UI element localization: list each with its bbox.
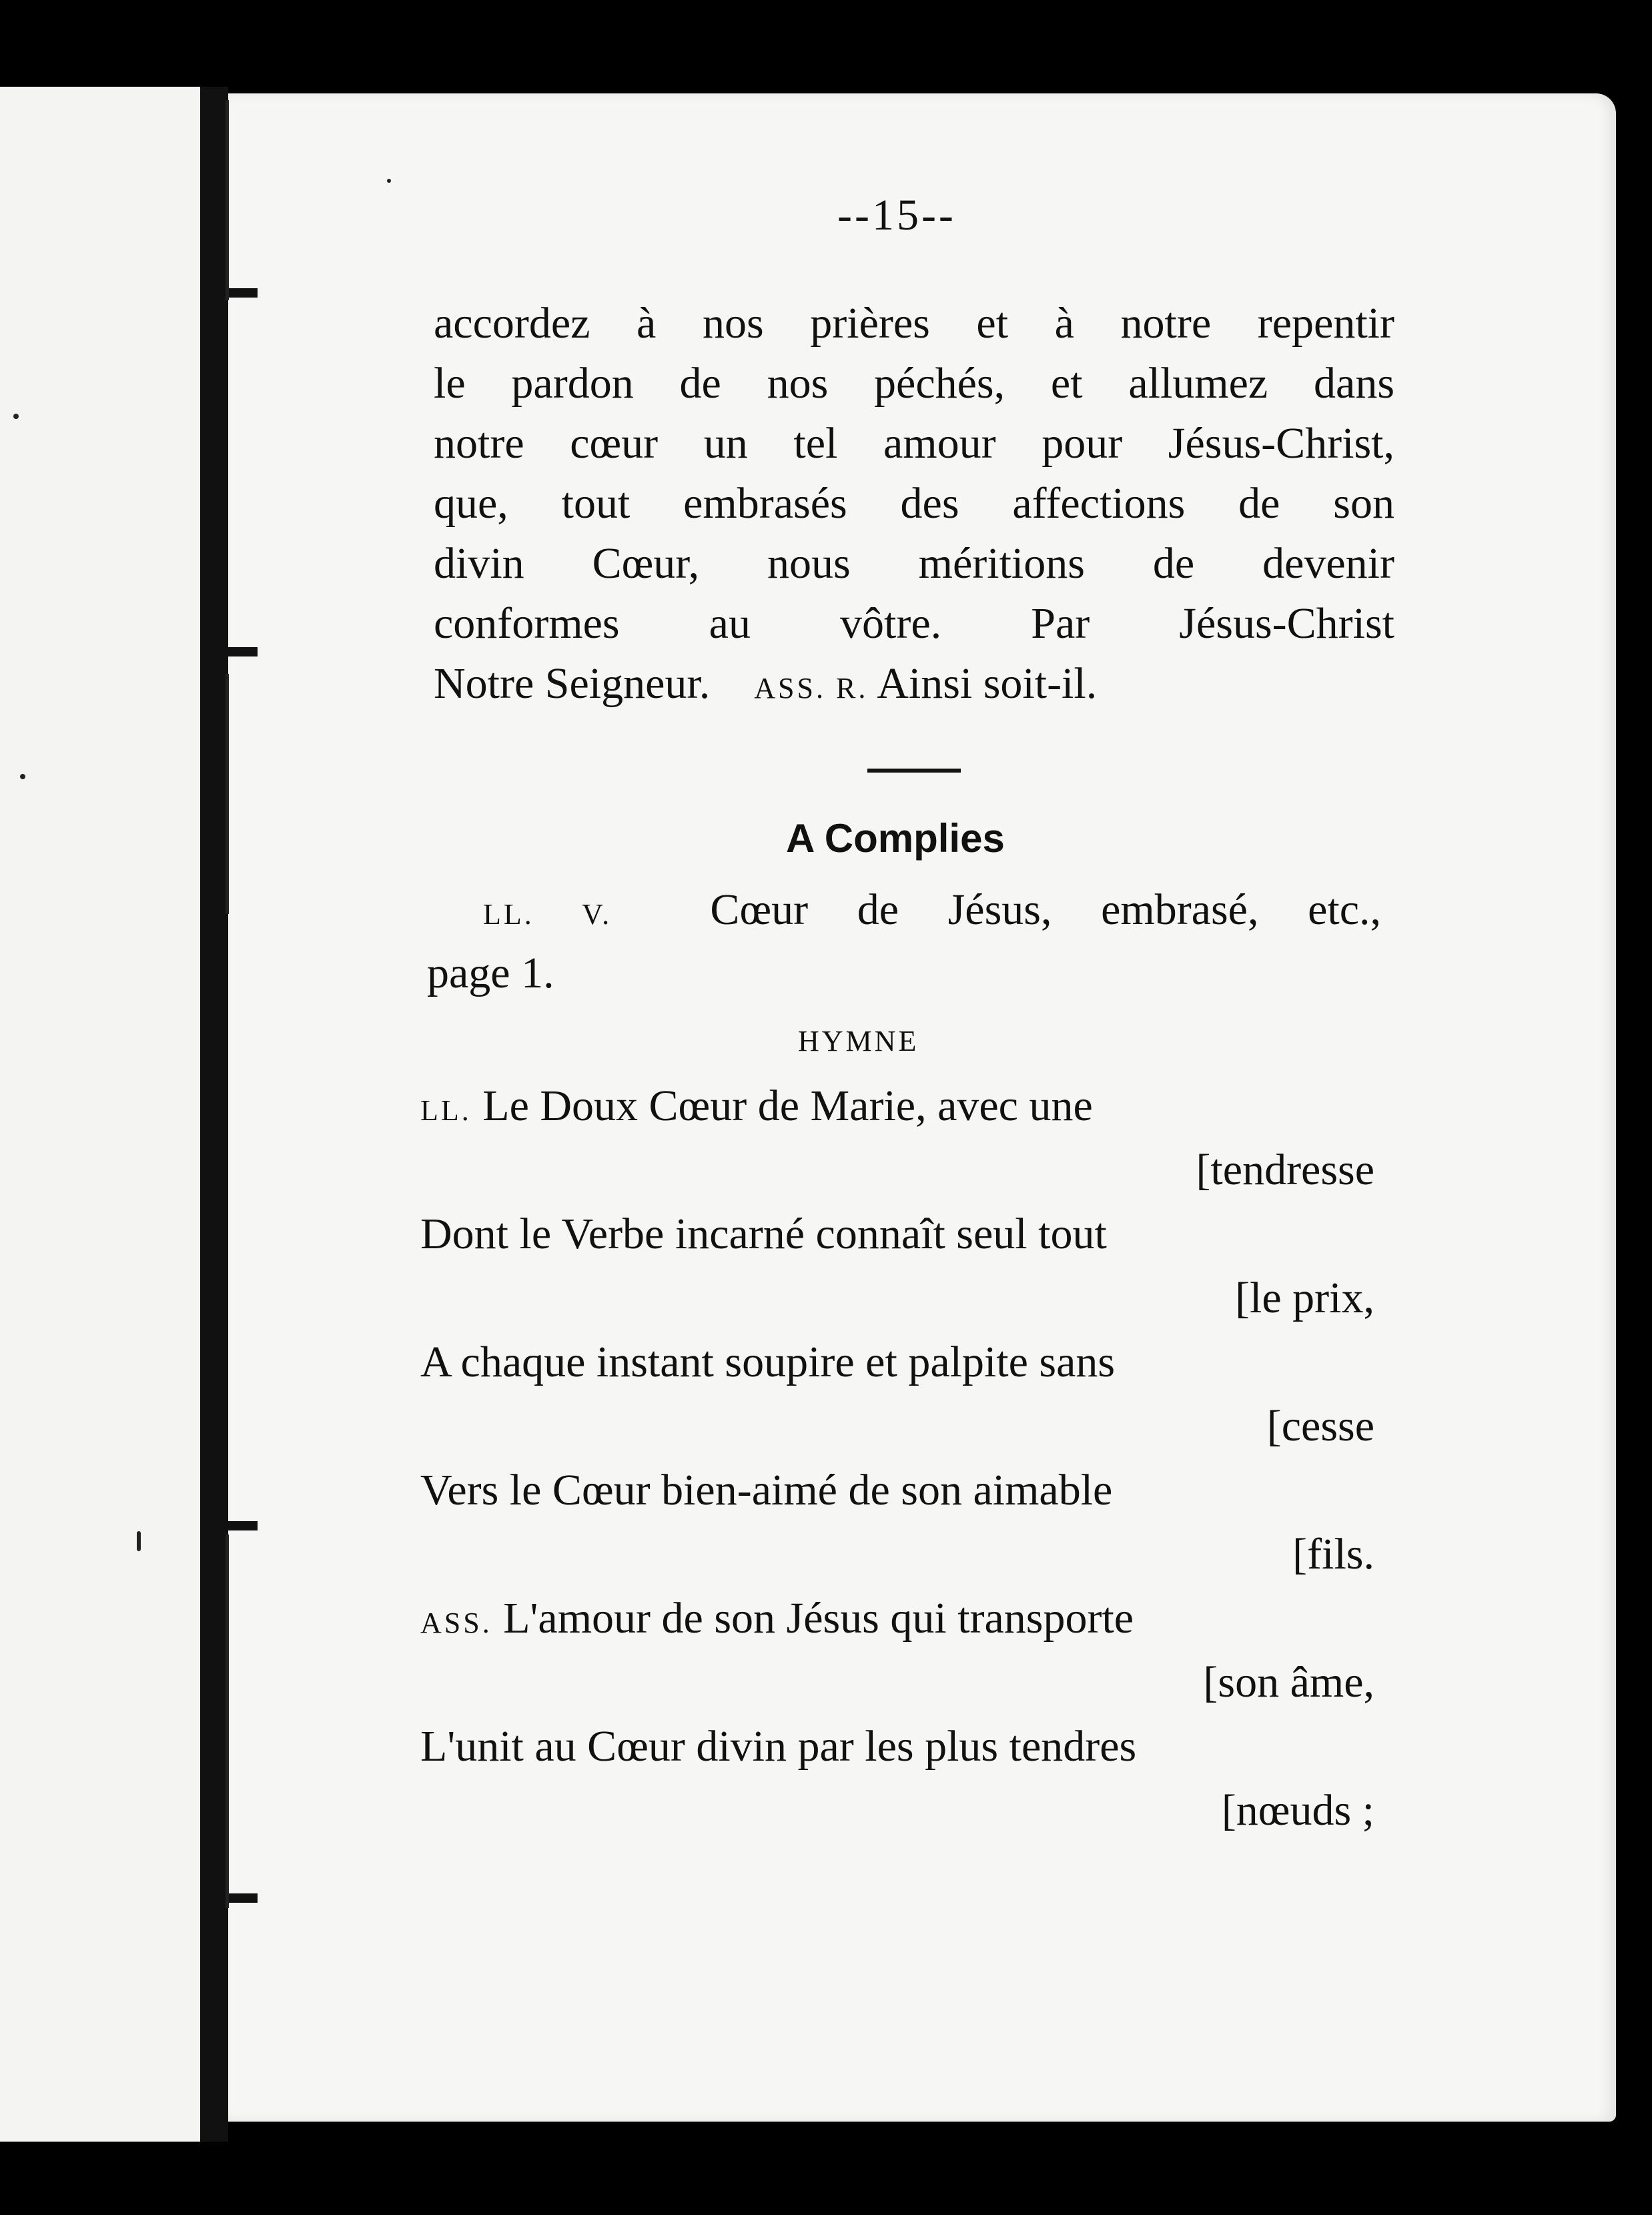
speaker-label: ASS. [420,1607,492,1639]
prayer-paragraph [434,294,1394,719]
verse-continuation: [nœuds ; [1221,1786,1374,1835]
scan-speck [13,414,19,419]
verse-continuation: [tendresse [1196,1146,1374,1194]
facing-page-edge [0,87,200,2142]
verse-text: L'unit au Cœur divin par les plus tendres [420,1722,1137,1771]
verse-text: A chaque instant soupire et palpite sans [420,1338,1116,1386]
scan-speck [387,179,391,183]
rubric-text: Cœur de Jésus, embrasé, etc., [710,885,1381,934]
scan-speck [20,774,25,779]
paragraph-line: accordez à nos prières et à notre repentir [434,299,1394,348]
paragraph-line: le pardon de nos péchés, et allumez dans [434,359,1394,408]
verse-continuation: [fils. [1292,1530,1374,1579]
binding-thread [226,100,229,300]
verse-line [420,1209,1374,1273]
paragraph-line: conformes au vôtre. Par Jésus-Christ [434,599,1394,648]
binding-stitch [204,647,258,656]
hymn-title: HYMNE [798,1025,919,1057]
binding-stitch [204,1521,258,1530]
section-divider [867,769,961,773]
speaker-label: LL. [420,1094,472,1127]
final-line-text: Notre Seigneur. [434,659,711,708]
binding-thread [226,674,229,914]
verse-line [420,1465,1374,1529]
scan-speck [137,1531,141,1551]
speaker-label: LL. V. [483,898,612,931]
rubric [427,881,1381,1003]
binding-stitch [204,288,258,298]
section-title: A Complies [786,816,1005,861]
final-response: Ainsi soit-il. [877,659,1098,708]
page-number: --15-- [837,191,956,240]
rubric-continuation: page 1. [427,949,554,997]
verse-text: Vers le Cœur bien-aimé de son aimable [420,1466,1113,1514]
verse-text: Le Doux Cœur de Marie, avec une [482,1081,1093,1130]
verse-line [420,1721,1374,1785]
verse-text: L'amour de son Jésus qui transporte [503,1594,1134,1643]
verse-line [420,1337,1374,1401]
paragraph-final-line [434,654,1394,719]
speaker-label: ASS. R. [754,672,869,705]
verse-text: Dont le Verbe incarné connaît seul tout [420,1210,1107,1258]
verse-line [420,1593,1374,1657]
paragraph-line: notre cœur un tel amour pour Jésus-Christ, [434,419,1394,468]
binding-stitch [204,1893,258,1903]
verse-continuation: [cesse [1266,1402,1374,1450]
book-gutter [200,87,228,2142]
binding-thread [226,1534,229,1908]
paragraph-line: divin Cœur, nous méritions de devenir [434,539,1394,588]
verse-continuation: [son âme, [1203,1658,1374,1707]
hymn [420,1081,1374,1849]
verse-continuation: [le prix, [1235,1274,1374,1322]
paragraph-line: que, tout embrasés des affections de son [434,479,1394,528]
rubric-line [427,881,1381,944]
verse-line [420,1081,1374,1145]
